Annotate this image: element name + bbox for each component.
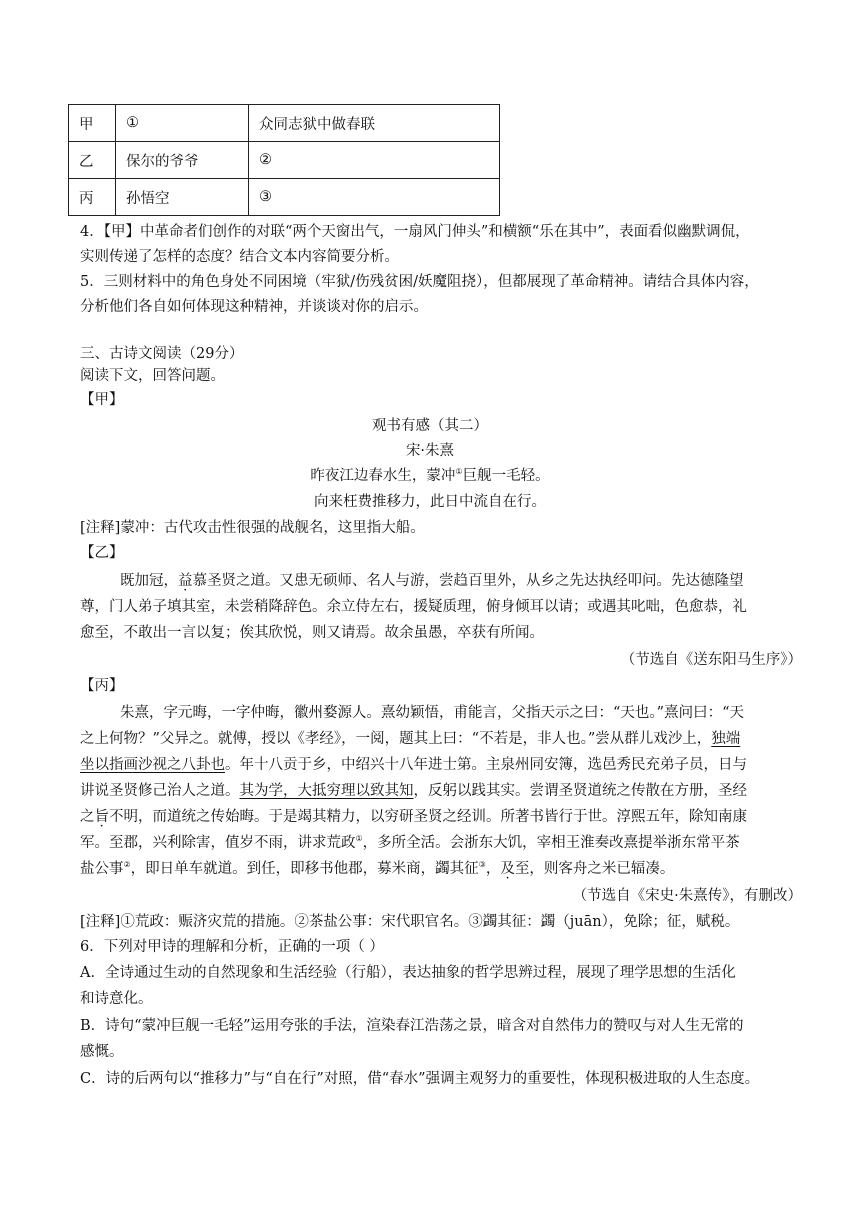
bing-text: 盐公事 <box>80 861 124 877</box>
bing-text: ， <box>485 861 501 877</box>
table-row <box>69 179 500 216</box>
underlined-text: 坐以指画沙视之八卦也 <box>80 757 225 773</box>
table-cell: 丙 <box>69 179 116 216</box>
bing-text: 之 <box>80 809 95 825</box>
bing-line-2 <box>80 729 740 749</box>
question-4-line-1: 4．【甲】中革命者们创作的对联“两个天窗出气，一扇风门伸头”和横额“乐在其中”，表面看似幽默调侃， <box>80 224 750 240</box>
option-a-line-2: 和诗意化。 <box>80 991 153 1007</box>
bing-text: 不明，而道统之传始晦。于是竭其精力，以穷研圣贤之经训。所著书皆行于世。淳熙五年，除知南康 <box>109 809 747 825</box>
table-cell: ② <box>249 142 500 179</box>
poem-title: 观书有感（其二） <box>372 418 488 434</box>
bing-line-3 <box>80 755 747 775</box>
underlined-text: 其为学，大抵穷理以致其知 <box>239 783 414 799</box>
table-cell: 众同志狱中做春联 <box>249 105 500 142</box>
question-4-line-2: 实则传递了怎样的态度？结合文本内容简要分析。 <box>80 249 399 265</box>
question-5-line-1: 5．三则材料中的角色身处不同困境（牢狱/伤残贫困/妖魔阻挠），但都展现了革命精神。请结合具体内容， <box>80 274 759 290</box>
footnote-mark: ③ <box>478 860 486 870</box>
dotted-char: 益 <box>178 573 193 589</box>
table-cell: 孙悟空 <box>116 179 249 216</box>
section-instruction: 阅读下文，回答问题。 <box>80 368 225 384</box>
passage-label-yi: 【乙】 <box>80 545 124 561</box>
bing-source: （节选自《宋史·朱熹传》，有删改） <box>572 888 802 904</box>
passage-label-jia: 【甲】 <box>80 392 124 408</box>
bing-text: 军。至郡，兴利除害，值岁不雨，讲求荒政 <box>80 835 356 851</box>
bing-line-6 <box>80 833 740 853</box>
poem-note: [注释]蒙冲：古代攻击性很强的战舰名，这里指大船。 <box>80 520 425 536</box>
passage-label-bing: 【丙】 <box>80 678 124 694</box>
option-b-line-2: 感慨。 <box>80 1044 124 1060</box>
poem-line-1 <box>0 466 860 486</box>
bing-text: ，反躬以践其实。尝谓圣贤道统之传散在方册，圣经 <box>413 783 747 799</box>
footnote-mark: ① <box>455 467 463 477</box>
footnote-mark: ② <box>123 860 131 870</box>
bing-text: ，多所全活。会浙东大饥，宰相王淮奏改熹提举浙东常平茶 <box>362 835 740 851</box>
table-cell: ③ <box>249 179 500 216</box>
bing-line-7 <box>80 859 674 879</box>
section-title: 三、古诗文阅读（29分） <box>80 346 244 362</box>
poem-line-2: 向来枉费推移力，此日中流自在行。 <box>314 494 546 510</box>
poem-line-1-a: 昨夜江边春水生，蒙冲 <box>310 468 456 484</box>
bing-line-1: 朱熹，字元晦，一字仲晦，徽州婺源人。熹幼颖悟，甫能言，父指天示之曰：“天也。”熹问曰：“天 <box>120 705 744 721</box>
bing-note: [注释]①荒政：赈济灾荒的措施。②茶盐公事：宋代职官名。③蠲其征：蠲（juān），免除；征，赋税。 <box>80 914 740 930</box>
dotted-char: 及 <box>500 861 515 877</box>
option-c-line-1: C．诗的后两句以“推移力”与“自在行”对照，借“春水”强调主观努力的重要性，体现积极进取的人生态度。 <box>80 1071 760 1087</box>
yi-line-1 <box>120 571 744 591</box>
table-row <box>69 105 500 142</box>
yi-text: 慕圣贤之道。又患无硕师、名人与游，尝趋百里外，从乡之先达执经叩问。先达德隆望 <box>192 573 744 589</box>
underlined-text: 独端 <box>711 731 741 747</box>
poem-author: 宋·朱熹 <box>405 443 455 459</box>
question-5-line-2: 分析他们各自如何体现这种精神，并谈谈对你的启示。 <box>80 299 428 315</box>
bing-line-4 <box>80 781 747 801</box>
bing-text: 至，则客舟之米已辐凑。 <box>514 861 675 877</box>
yi-line-2: 尊，门人弟子填其室，未尝稍降辞色。余立侍左右，援疑质理，俯身倾耳以请；或遇其叱咄，色愈恭，礼 <box>80 599 747 615</box>
footnote-mark: ① <box>355 834 363 844</box>
option-a-line-1: A．全诗通过生动的自然现象和生活经验（行船），表达抽象的哲学思辨过程，展现了理学思想的生活化 <box>80 965 736 981</box>
bing-text: 。年十八贡于乡，中绍兴十八年进士第。主泉州同安簿，选邑秀民充弟子员，日与 <box>225 757 747 773</box>
table-row <box>69 142 500 179</box>
character-table <box>68 104 500 216</box>
yi-line-3: 愈至，不敢出一言以复；俟其欣悦，则又请焉。故余虽愚，卒获有所闻。 <box>80 625 544 641</box>
table-cell: 甲 <box>69 105 116 142</box>
dotted-char: 旨 <box>94 809 109 825</box>
yi-text: 既加冠， <box>120 573 178 589</box>
poem-line-1-b: 巨舰一毛轻。 <box>462 468 550 484</box>
option-b-line-1: B．诗句“蒙冲巨舰一毛轻”运用夸张的手法，渲染春江浩荡之景，暗含对自然伟力的赞叹与对人生无常的 <box>80 1018 744 1034</box>
bing-text: ，即日单车就道。到任，即移书他郡，募米商，蠲其征 <box>130 861 479 877</box>
bing-text: 讲说圣贤修己治人之道。 <box>80 783 240 799</box>
table-cell: 保尔的爷爷 <box>116 142 249 179</box>
yi-source: （节选自《送东阳马生序》） <box>620 652 802 668</box>
bing-text: 之上何物？”父异之。就傅，授以《孝经》，一阅，题其上曰：“不若是，非人也。”尝从群儿戏沙上， <box>80 731 712 747</box>
table-cell: ① <box>116 105 249 142</box>
table-cell: 乙 <box>69 142 116 179</box>
question-6-stem: 6．下列对甲诗的理解和分析，正确的一项（ ） <box>80 939 384 955</box>
bing-line-5 <box>80 807 747 827</box>
